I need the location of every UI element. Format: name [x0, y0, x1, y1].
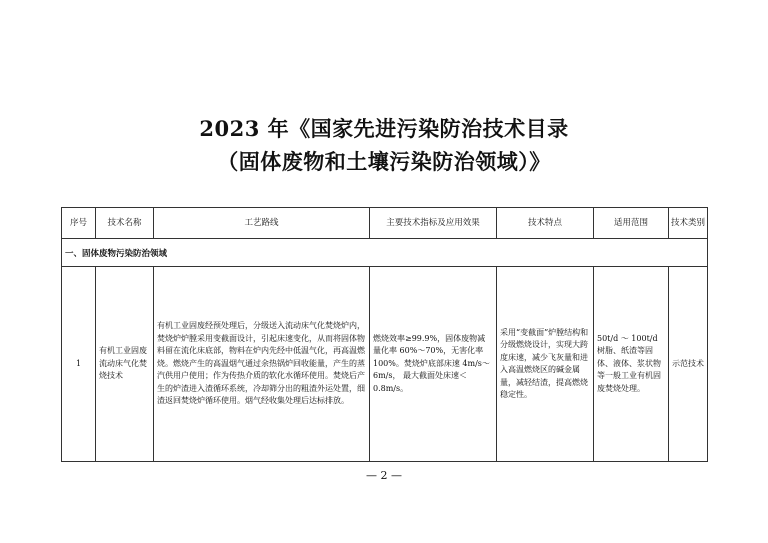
table-row — [62, 267, 708, 462]
cell-process: 有机工业固废经预处理后，分级送入流动床气化焚烧炉内，焚烧炉炉膛采用变截面设计，引起床速变化，从而将固体物料留在流化床底部，物料在炉内先经中低温气化，再高温燃烧。燃烧产生的高温烟气通过余热锅炉回收能量，产生的蒸汽供用户使用；作为传热介质的软化水循环使用。焚烧后产生的炉渣进入渣循环系统，冷却筛分出的粗渣外运处置，细渣返回焚烧炉循环使用。烟气经收集处理后达标排放。 — [154, 267, 370, 462]
cell-scope: 50t/d ～ 100t/d 树脂、纸渣等固体、液体、浆状物等一般工业有机固废焚烧处理。 — [594, 267, 669, 462]
technology-table — [61, 207, 708, 462]
section-row — [62, 239, 708, 267]
cell-category: 示范技术 — [669, 267, 708, 462]
header-metrics: 主要技术指标及应用效果 — [370, 208, 497, 239]
cell-name: 有机工业固废流动床气化焚烧技术 — [96, 267, 154, 462]
cell-no: 1 — [62, 267, 96, 462]
table-header-row — [62, 208, 708, 239]
header-name: 技术名称 — [96, 208, 154, 239]
cell-metrics: 燃烧效率≥99.9%，固体废物减量化率 60%～70%，无害化率 100%。焚烧炉底部床速 4m/s～6m/s， 最大截面处床速＜0.8m/s。 — [370, 267, 497, 462]
document-title-line1: 2023 年《国家先进污染防治技术目录 — [199, 116, 569, 141]
page-number: — 2 — — [366, 469, 402, 482]
header-category: 技术类别 — [669, 208, 708, 239]
header-process: 工艺路线 — [154, 208, 370, 239]
cell-features: 采用“变截面”炉膛结构和分级燃烧设计，实现大跨度床速，减少飞灰量和进入高温燃烧区的碱金属量，减轻结渣，提高燃烧稳定性。 — [497, 267, 594, 462]
header-no: 序号 — [62, 208, 96, 239]
document-title-line2: （固体废物和土壤污染防治领域）》 — [217, 149, 551, 174]
header-scope: 适用范围 — [594, 208, 669, 239]
header-features: 技术特点 — [497, 208, 594, 239]
section-title: 一、固体废物污染防治领域 — [62, 239, 708, 267]
